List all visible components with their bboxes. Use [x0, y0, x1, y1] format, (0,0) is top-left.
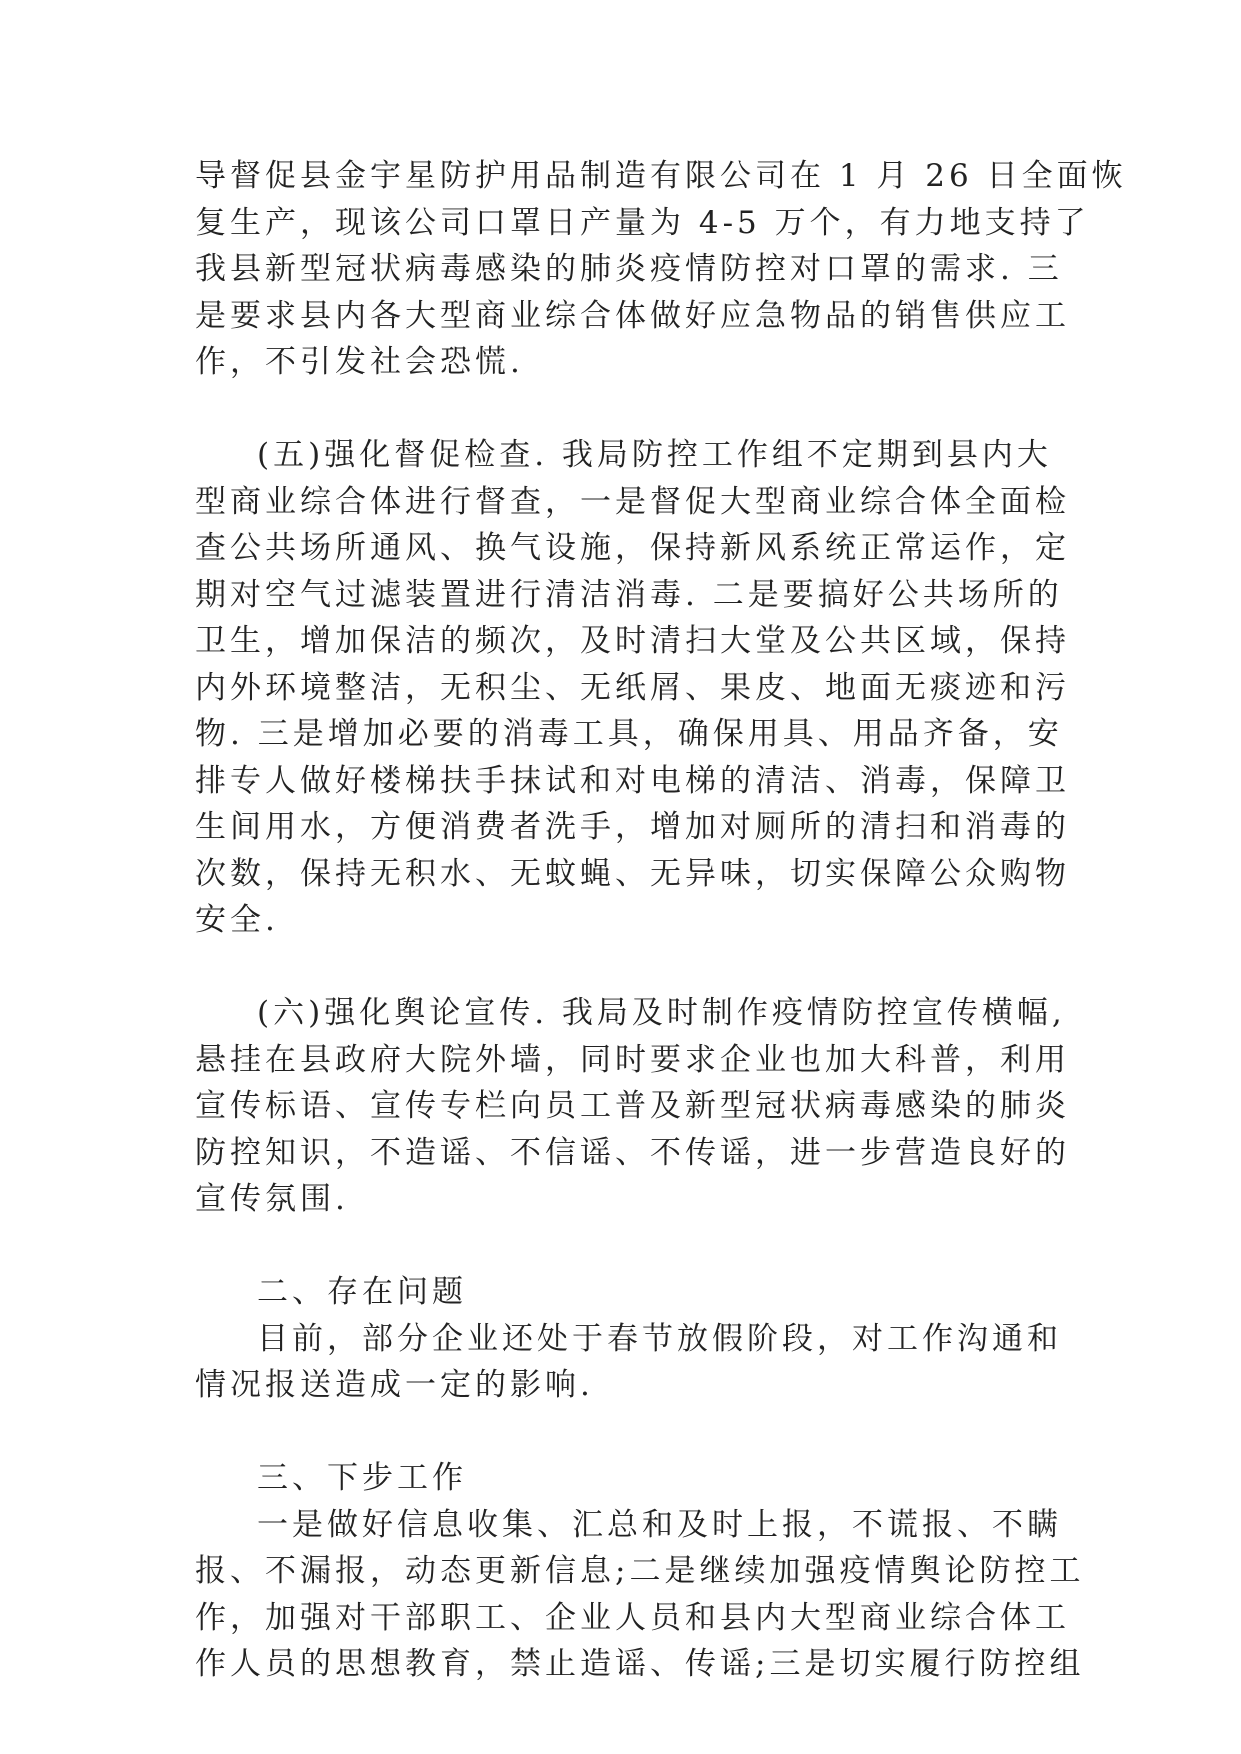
paragraph-next-steps [195, 1502, 1085, 1688]
text-line: 排专人做好楼梯扶手抹试和对电梯的清洁、消毒，保障卫 [195, 762, 1070, 799]
text-line: 报、不漏报，动态更新信息;二是继续加强疫情舆论防控工 [195, 1553, 1085, 1589]
paragraph-gap [195, 944, 1045, 991]
text-line: 型商业综合体进行督查，一是督促大型商业综合体全面检 [195, 483, 1070, 520]
text-line: 情况报送造成一定的影响. [195, 1367, 594, 1403]
text-line: 悬挂在县政府大院外墙，同时要求企业也加大科普，利用 [195, 1041, 1070, 1078]
paragraph-five [195, 432, 1070, 944]
text-line: 内外环境整洁，无积尘、无纸屑、果皮、地面无痰迹和污 [195, 669, 1070, 706]
document-body [195, 153, 1127, 1688]
text-line: 防控知识，不造谣、不信谣、不传谣，进一步营造良好的 [195, 1134, 1070, 1171]
text-line: 一是做好信息收集、汇总和及时上报，不谎报、不瞒 [257, 1506, 1062, 1543]
text-line: 目前，部分企业还处于春节放假阶段，对工作沟通和 [257, 1320, 1062, 1357]
text-line: 我县新型冠状病毒感染的肺炎疫情防控对口罩的需求. 三 [195, 251, 1063, 287]
paragraph-continuation [195, 153, 1127, 386]
paragraph-gap [195, 1409, 1045, 1456]
paragraph-problems [195, 1316, 1062, 1409]
paragraph-six [195, 990, 1070, 1223]
text-line: 宣传氛围. [195, 1181, 349, 1217]
text-line: 生间用水，方便消费者洗手，增加对厕所的清扫和消毒的 [195, 809, 1070, 845]
text-line: 卫生，增加保洁的频次，及时清扫大堂及公共区域，保持 [195, 623, 1070, 659]
section-heading-next-steps: 三、下步工作 [257, 1460, 467, 1496]
text-line: 作，加强对干部职工、企业人员和县内大型商业综合体工 [195, 1599, 1070, 1636]
text-line: 查公共场所通风、换气设施，保持新风系统正常运作，定 [195, 530, 1070, 566]
text-line: 期对空气过滤装置进行清洁消毒. 二是要搞好公共场所的 [195, 576, 1063, 613]
text-line: (六)强化舆论宣传. 我局及时制作疫情防控宣传横幅, [257, 995, 1066, 1031]
text-line: 复生产，现该公司口罩日产量为 4-5 万个，有力地支持了 [195, 204, 1090, 241]
text-line: 物. 三是增加必要的消毒工具，确保用具、用品齐备，安 [195, 716, 1063, 752]
text-line: 导督促县金宇星防护用品制造有限公司在 1 月 26 日全面恢 [195, 158, 1127, 194]
text-line: 安全. [195, 902, 279, 938]
text-line: 作，不引发社会恐慌. [195, 344, 524, 380]
section-heading-problems: 二、存在问题 [257, 1274, 467, 1310]
paragraph-gap [195, 386, 1045, 433]
text-line: 次数，保持无积水、无蚊蝇、无异味，切实保障公众购物 [195, 855, 1070, 892]
text-line: 是要求县内各大型商业综合体做好应急物品的销售供应工 [195, 297, 1070, 334]
text-line: (五)强化督促检查. 我局防控工作组不定期到县内大 [257, 437, 1052, 473]
paragraph-gap [195, 1223, 1045, 1270]
text-line: 作人员的思想教育，禁止造谣、传谣;三是切实履行防控组 [195, 1646, 1085, 1682]
text-line: 宣传标语、宣传专栏向员工普及新型冠状病毒感染的肺炎 [195, 1088, 1070, 1124]
